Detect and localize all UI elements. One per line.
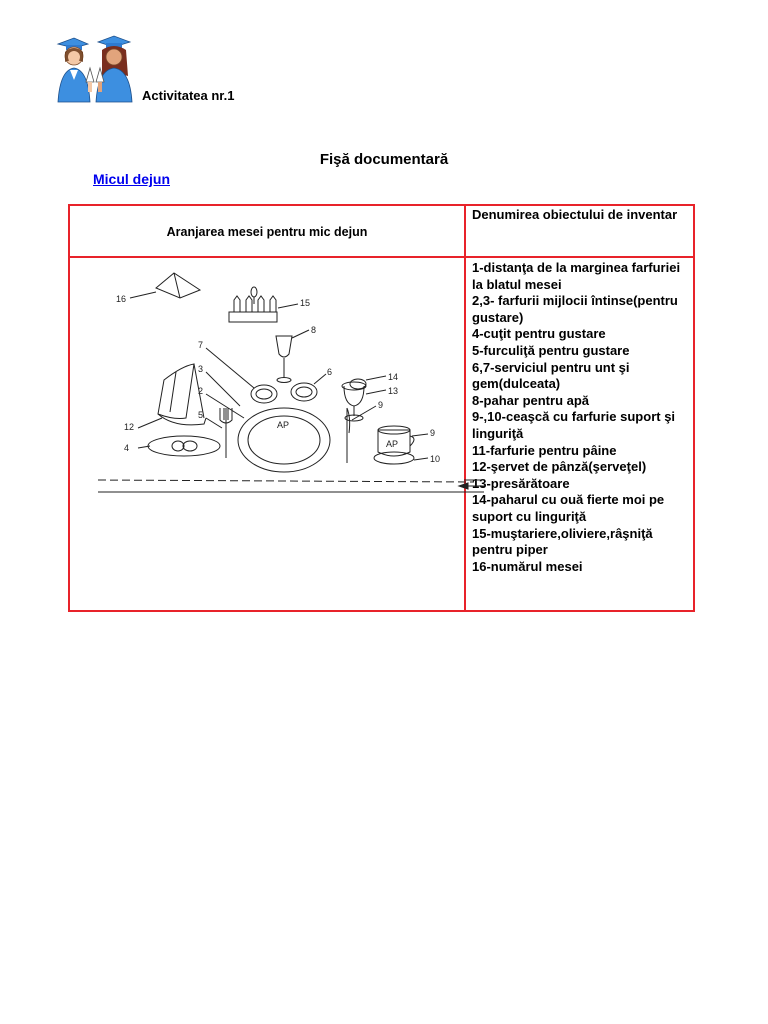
inventory-list	[465, 257, 694, 611]
table-content-row	[69, 257, 694, 611]
label-5: 5	[198, 410, 204, 420]
table-setting-drawing	[94, 268, 484, 508]
cruet-set	[229, 287, 277, 322]
list-item: 16-numărul mesei	[472, 558, 583, 574]
label-7: 7	[198, 340, 204, 350]
table-header-row	[69, 205, 694, 257]
micul-dejun-link[interactable]: Micul dejun	[93, 171, 170, 187]
label-16: 16	[116, 294, 127, 304]
list-item: 2,3- farfurii mijlocii întinse(pentru gustare)	[472, 293, 678, 325]
label-15: 15	[300, 298, 311, 308]
label-10: 10	[430, 454, 441, 464]
cup-label: AP	[386, 439, 399, 449]
documentation-table	[68, 204, 695, 612]
label-11: 4	[124, 443, 130, 453]
list-item: 1-distanţa de la marginea farfuriei la blatul mesei	[472, 260, 681, 292]
list-item: 15-muştariere,oliviere,râşniţă pentru piper	[472, 525, 653, 558]
list-item: 9-,10-ceaşcă cu farfurie suport şi linguriţă	[472, 409, 676, 441]
list-item: 13-presărătoare	[472, 475, 570, 491]
list-item: 11-farfurie pentru pâine	[472, 442, 617, 458]
label-13: 13	[388, 386, 399, 396]
list-item: 4-cuţit pentru gustare	[472, 326, 606, 342]
label-14: 14	[388, 372, 399, 382]
list-item: 8-pahar pentru apă	[472, 392, 590, 408]
label-9: 9	[430, 428, 436, 438]
label-6: 6	[327, 367, 333, 377]
list-item: 5-furculiţă pentru gustare	[472, 342, 630, 358]
drawing-cell	[69, 257, 465, 611]
label-4: 9	[378, 400, 384, 410]
list-item: 14-paharul cu ouă fierte moi pe suport cu linguriţă	[472, 492, 665, 524]
plate-label: AP	[277, 420, 290, 430]
label-2: 2	[198, 386, 204, 396]
label-12: 12	[124, 422, 135, 432]
list-item: 6,7-serviciul pentru unt şi gem(dulceata)	[472, 359, 630, 392]
col2-header: Denumirea obiectului de inventar	[465, 205, 694, 257]
col1-header: Aranjarea mesei pentru mic dejun	[69, 205, 465, 257]
list-item: 12-şervet de pânză(şerveţel)	[472, 459, 647, 475]
label-3: 3	[198, 364, 204, 374]
page-title: Fişă documentară	[319, 151, 449, 168]
activity-number: Activitatea nr.1	[142, 88, 235, 103]
graduates-logo	[52, 32, 136, 104]
label-8: 8	[311, 325, 317, 335]
